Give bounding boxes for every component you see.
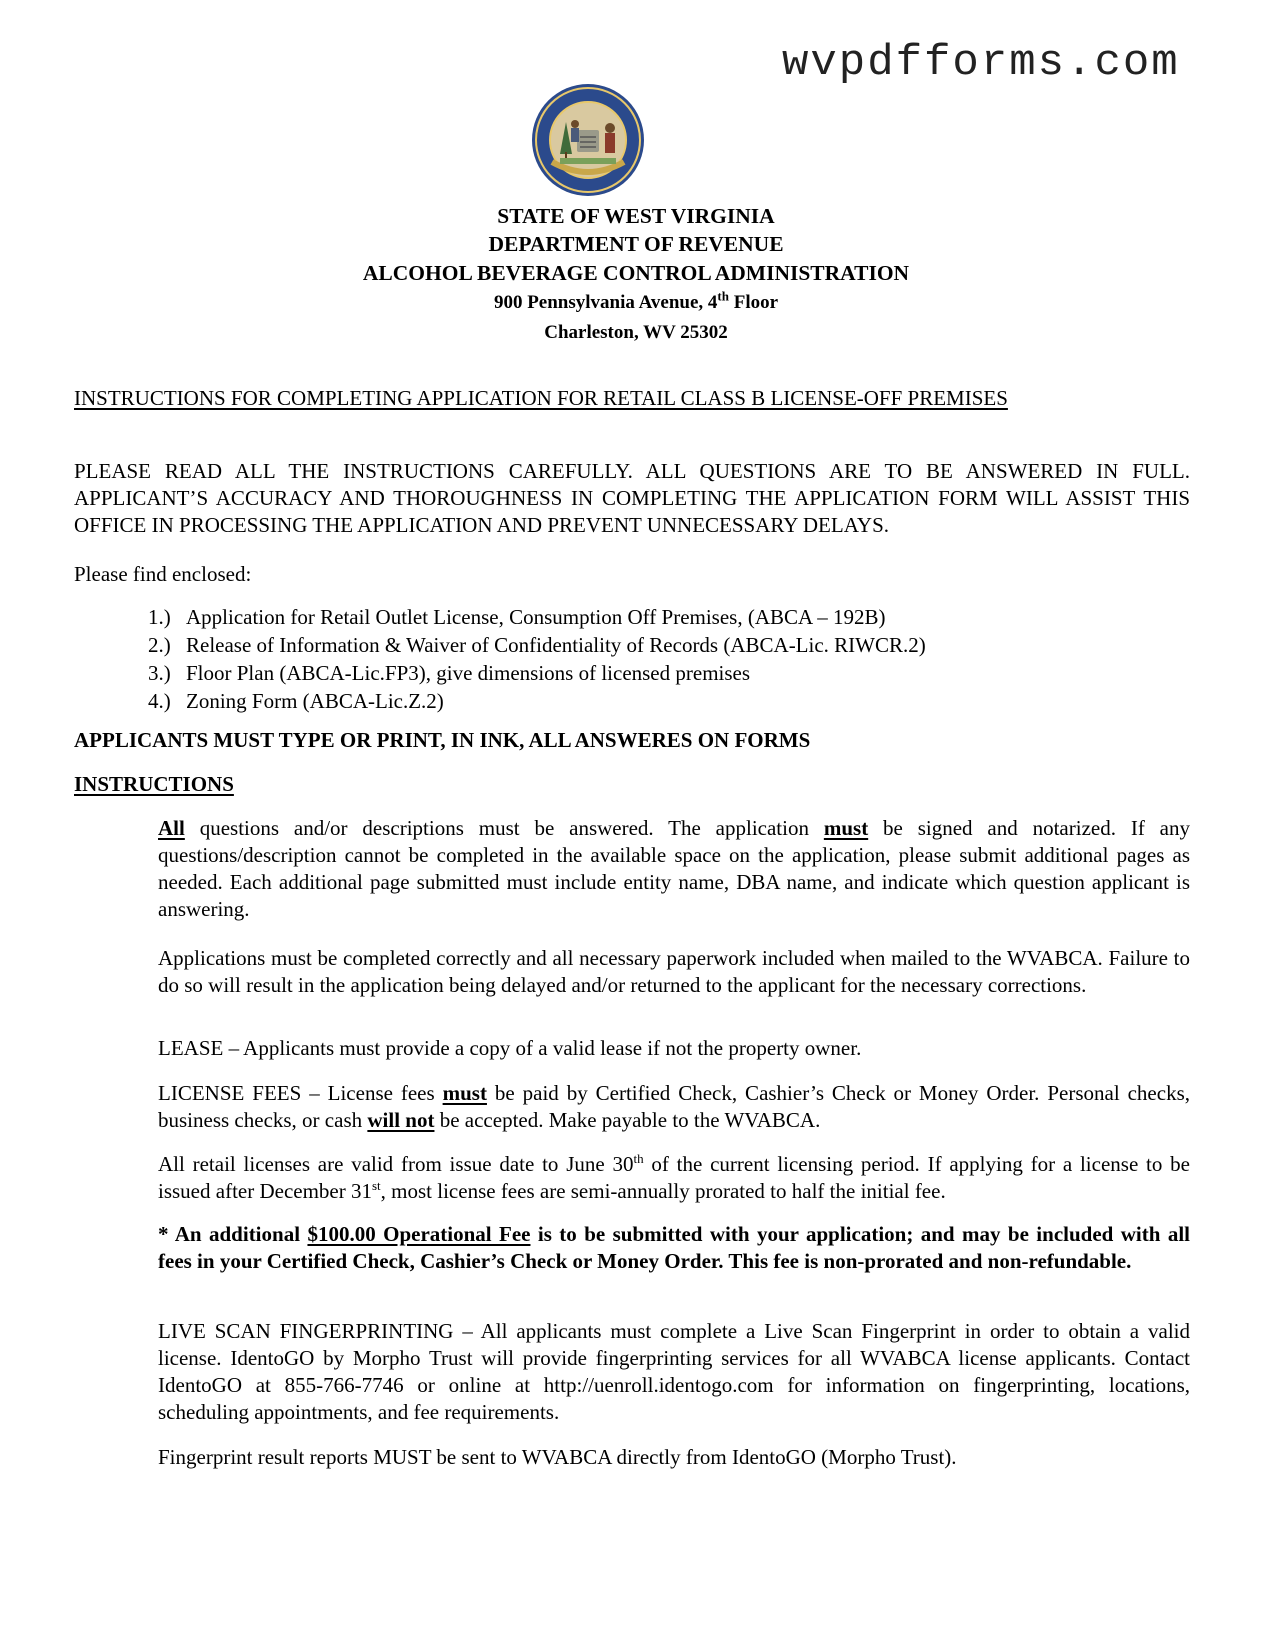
enclosed-list	[148, 603, 926, 715]
instructions-heading: INSTRUCTIONS	[74, 772, 234, 796]
list-item: 1.) Application for Retail Outlet License, Consumption Off Premises, (ABCA – 192B)	[148, 605, 886, 629]
enclosed-label: Please find enclosed:	[74, 562, 252, 586]
watermark: wvpdfforms.com	[782, 38, 1180, 88]
header-administration: ALCOHOL BEVERAGE CONTROL ADMINISTRATION	[362, 261, 910, 285]
paragraph-license-fees: LICENSE FEES – License fees must be paid by Certified Check, Cashier’s Check or Money Order. Personal checks, business checks, or cash will not be accepted. Make payable to the WVABCA.	[158, 1081, 1190, 1132]
list-item: 3.) Floor Plan (ABCA-Lic.FP3), give dimensions of licensed premises	[148, 661, 751, 685]
state-seal-icon	[530, 82, 646, 198]
paragraph-lease: LEASE – Applicants must provide a copy of a valid lease if not the property owner.	[158, 1036, 862, 1060]
header-address-line2: Charleston, WV 25302	[544, 322, 728, 343]
paragraph-live-scan: LIVE SCAN FINGERPRINTING – All applicants must complete a Live Scan Fingerprint in order to obtain a valid license. IdentoGO by Morpho Trust will provide fingerprinting services for all WVABCA license applicants. Contact IdentoGO at 855-766-7746 or online at http://uenroll.identogo.com for information on fingerprinting, locations, scheduling appointments, and fee requirements.	[158, 1319, 1190, 1424]
intro-notice: PLEASE READ ALL THE INSTRUCTIONS CAREFULLY. ALL QUESTIONS ARE TO BE ANSWERED IN FULL. APPLICANT’S ACCURACY AND THOROUGHNESS IN COMPLETING THE APPLICATION FORM WILL ASSIST THIS OFFICE IN PROCESSING THE APPLICATION AND PREVENT UNNECESSARY DELAYS.	[74, 459, 1190, 537]
page-title: INSTRUCTIONS FOR COMPLETING APPLICATION FOR RETAIL CLASS B LICENSE-OFF PREMISES	[74, 386, 1008, 410]
type-print-notice: APPLICANTS MUST TYPE OR PRINT, IN INK, ALL ANSWERES ON FORMS	[74, 728, 811, 752]
header-state: STATE OF WEST VIRGINIA	[497, 204, 775, 228]
paragraph-operational-fee: * An additional $100.00 Operational Fee is to be submitted with your application; and may be included with all fees in your Certified Check, Cashier’s Check or Money Order. This fee is non-prorated and non-refundable.	[158, 1222, 1190, 1273]
header-department: DEPARTMENT OF REVENUE	[488, 232, 784, 256]
paragraph-license-validity: All retail licenses are valid from issue date to June 30th of the current licensing period. If applying for a license to be issued after December 31st, most license fees are semi-annually prorated to half the initial fee.	[158, 1151, 1190, 1203]
paragraph-fingerprint-results: Fingerprint result reports MUST be sent to WVABCA directly from IdentoGO (Morpho Trust).	[158, 1445, 957, 1469]
paragraph-applications: Applications must be completed correctly and all necessary paperwork included when mailed to the WVABCA. Failure to do so will result in the application being delayed and/or returned to the applicant for the necessary corrections.	[158, 946, 1190, 997]
header-address-line1: 900 Pennsylvania Avenue, 4th Floor	[493, 288, 779, 313]
list-item: 2.) Release of Information & Waiver of Confidentiality of Records (ABCA-Lic. RIWCR.2)	[148, 633, 926, 657]
list-item: 4.) Zoning Form (ABCA-Lic.Z.2)	[148, 689, 444, 713]
paragraph-all-questions: All questions and/or descriptions must be answered. The application must be signed and notarized. If any questions/description cannot be completed in the available space on the application, please submit additional pages as needed. Each additional page submitted must include entity name, DBA name, and indicate which question applicant is answering.	[158, 816, 1191, 921]
